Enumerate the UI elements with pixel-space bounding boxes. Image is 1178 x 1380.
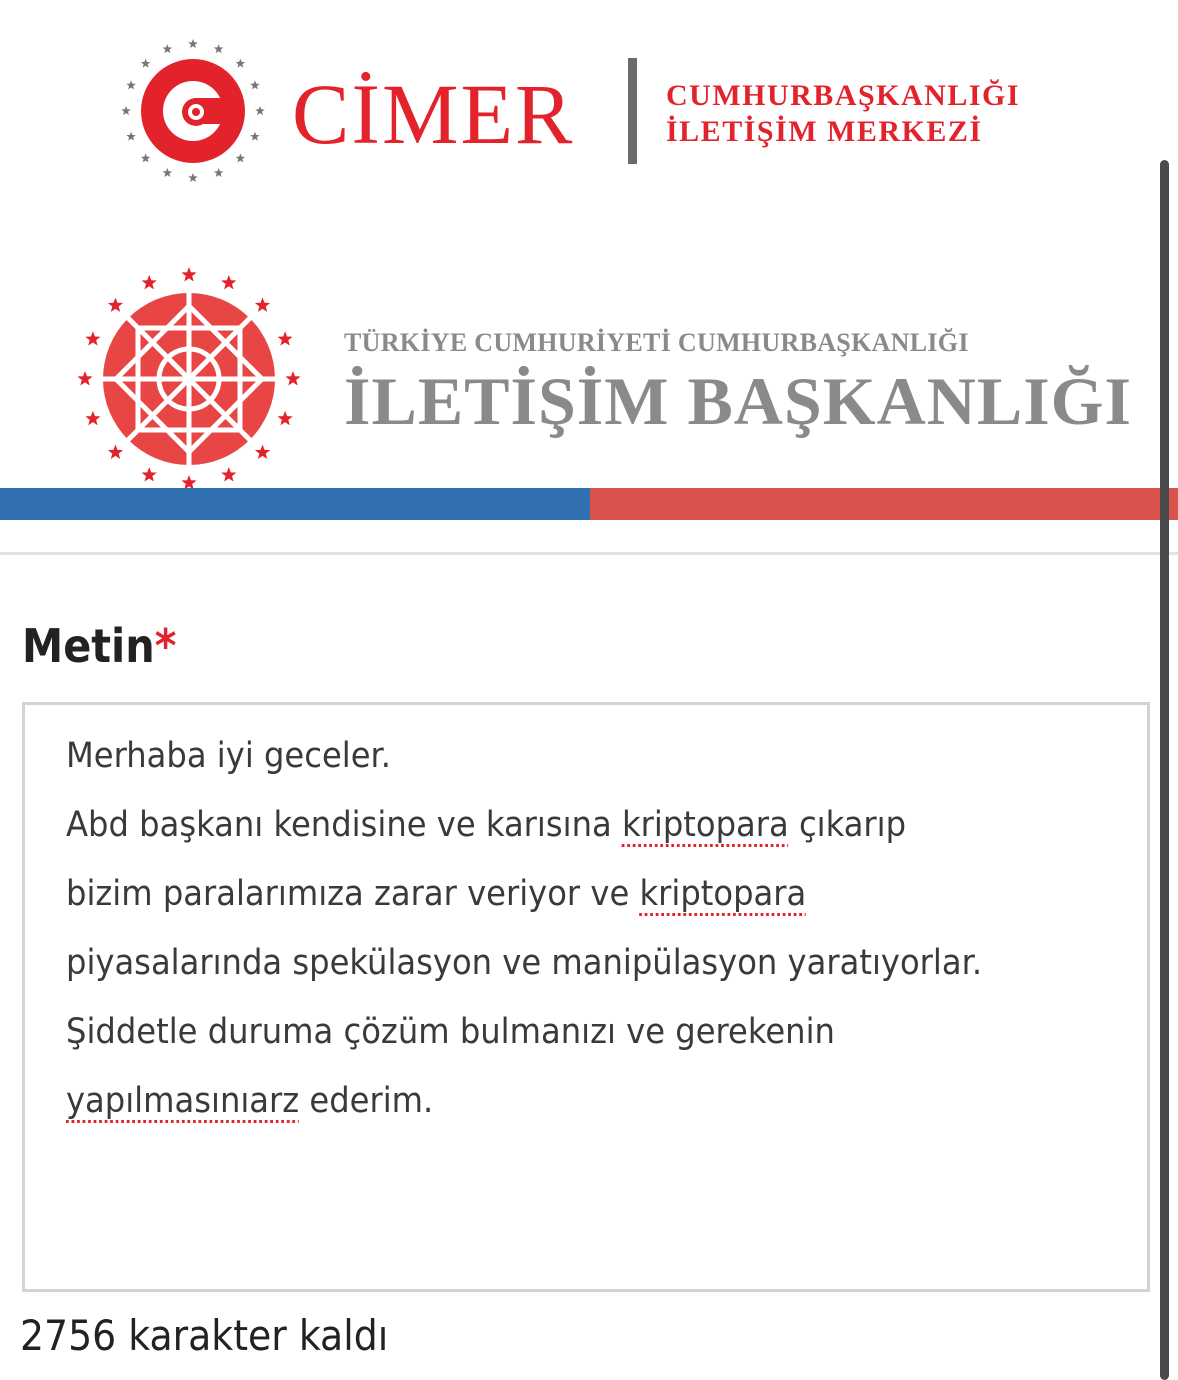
header-divider: [0, 552, 1178, 555]
emblem-star-icon: [121, 106, 131, 115]
emblem-star-icon: [163, 44, 173, 53]
cimer-subtitle-line2: İLETİŞİM MERKEZİ: [666, 115, 983, 148]
header-band-red: [590, 488, 1178, 520]
emblem-star-icon: [142, 275, 157, 289]
emblem-star-icon: [126, 80, 136, 89]
emblem-star-icon: [77, 371, 92, 385]
text-line: [66, 860, 1041, 929]
emblem-star-icon: [255, 445, 270, 459]
metin-label-text: Metin: [22, 619, 155, 673]
emblem-star-icon: [221, 275, 236, 289]
text-segment: piyasalarında spekülasyon ve manipülasyon yaratıyorlar.: [66, 943, 983, 983]
misspelled-word[interactable]: kriptopara: [639, 874, 807, 914]
iletisim-main-line: İLETİŞİM BAŞKANLIĞI: [344, 363, 1133, 439]
text-segment: çıkarıp: [788, 805, 907, 845]
emblem-star-icon: [108, 445, 123, 459]
text-segment: ederim.: [299, 1081, 434, 1121]
text-segment: Şiddetle duruma çözüm bulmanızı ve gerekenin: [66, 1012, 835, 1052]
page-scrollbar[interactable]: [1160, 160, 1169, 1380]
cimer-subtitle-line1: CUMHURBAŞKANLIĞI: [666, 79, 1021, 112]
emblem-star-icon: [255, 297, 270, 311]
emblem-star-icon: [214, 44, 224, 53]
emblem-star-icon: [236, 59, 246, 68]
emblem-star-icon: [277, 331, 292, 345]
emblem-star-icon: [188, 173, 198, 182]
emblem-star-icon: [126, 132, 136, 141]
header-band-blue: [0, 488, 590, 520]
emblem-star-icon: [277, 411, 292, 425]
emblem-star-icon: [181, 267, 196, 281]
emblem-star-icon: [85, 331, 100, 345]
emblem-star-icon: [214, 168, 224, 177]
metin-textarea-content[interactable]: [66, 722, 1041, 1136]
emblem-star-icon: [85, 411, 100, 425]
logo-separator: [628, 58, 637, 164]
text-line: [66, 791, 1041, 860]
cimer-subtitle: [666, 78, 1020, 150]
emblem-star-icon: [250, 80, 260, 89]
emblem-star-icon: [142, 467, 157, 481]
emblem-star-icon: [255, 106, 265, 115]
iletisim-emblem-icon: [76, 266, 302, 492]
text-segment: Merhaba iyi geceler.: [66, 736, 392, 776]
misspelled-word[interactable]: kriptopara: [621, 805, 789, 845]
emblem-star-icon: [285, 371, 300, 385]
iletisim-top-line: TÜRKİYE CUMHURİYETİ CUMHURBAŞKANLIĞI: [344, 328, 969, 357]
characters-remaining: 2756 karakter kaldı: [20, 1311, 389, 1360]
text-line: [66, 1067, 1041, 1136]
text-line: [66, 998, 1041, 1067]
emblem-star-icon: [236, 153, 246, 162]
text-segment: Abd başkanı kendisine ve karısına: [66, 805, 622, 845]
emblem-star-icon: [141, 153, 151, 162]
required-asterisk: *: [154, 619, 177, 673]
emblem-star-icon: [250, 132, 260, 141]
text-line: [66, 722, 1041, 791]
text-segment: bizim paralarımıza zarar veriyor ve: [66, 874, 640, 914]
cimer-brand-text: CİMER: [292, 66, 575, 162]
misspelled-word[interactable]: yapılmasınıarz: [66, 1081, 300, 1121]
emblem-star-icon: [108, 297, 123, 311]
cimer-emblem-icon: [118, 36, 268, 186]
emblem-star-icon: [141, 59, 151, 68]
text-line: [66, 929, 1041, 998]
emblem-star-icon: [163, 168, 173, 177]
emblem-star-icon: [221, 467, 236, 481]
emblem-star-icon: [188, 39, 198, 48]
metin-field-label: [22, 616, 176, 676]
